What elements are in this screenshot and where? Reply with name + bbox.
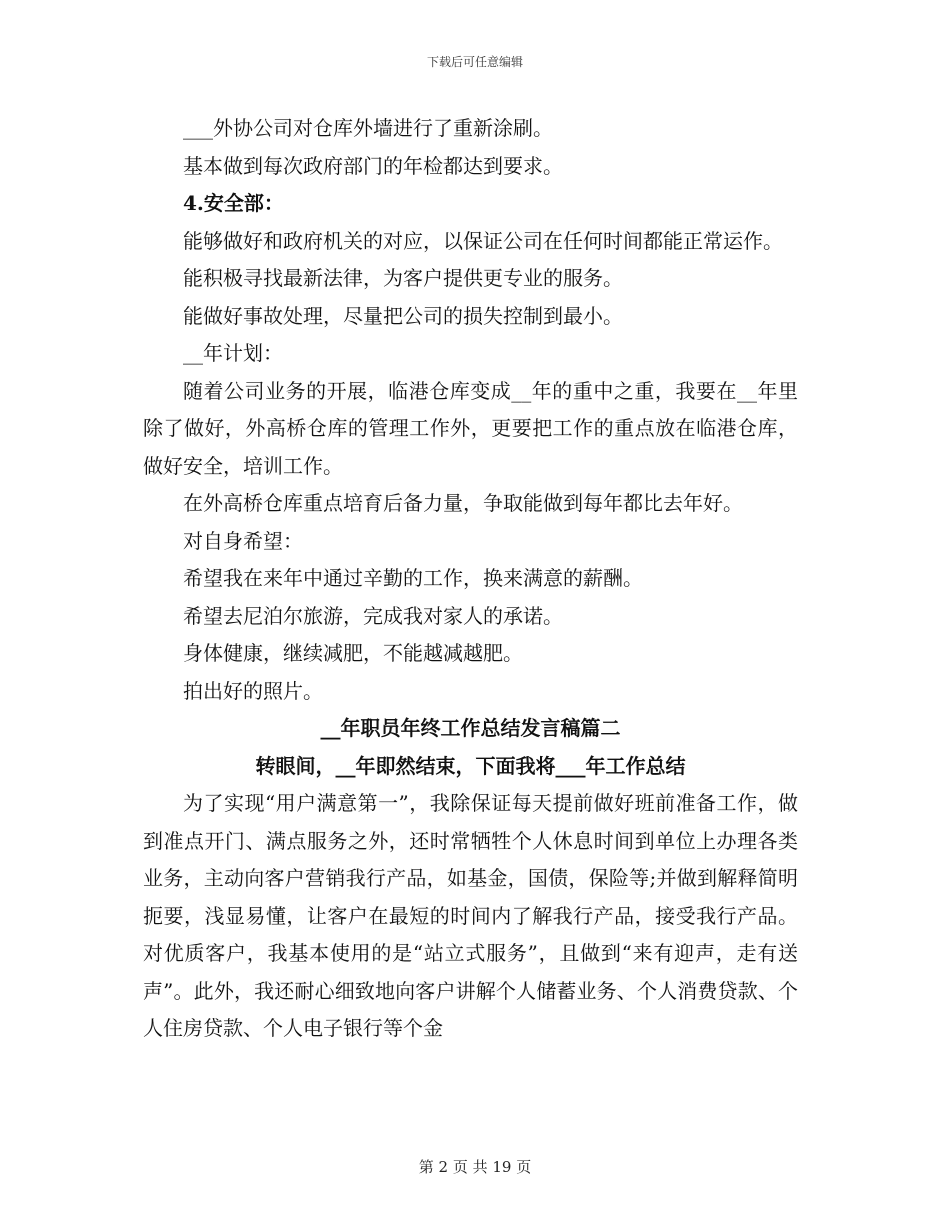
paragraph: 拍出好的照片。 xyxy=(183,678,323,703)
section-heading: 4.安全部： xyxy=(183,191,284,215)
paragraph: 能积极寻找最新法律，为客户提供更专业的服务。 xyxy=(183,266,623,290)
page-footer: 第 2 页 共 19 页 xyxy=(418,1158,532,1176)
page-header: 下载后可任意编辑 xyxy=(426,55,523,69)
paragraph: ___外协公司对仓库外墙进行了重新涂刷。 xyxy=(183,116,553,140)
document-body xyxy=(143,110,798,1048)
paragraph: 希望我在来年中通过辛勤的工作，换来满意的薪酬。 xyxy=(183,566,643,590)
paragraph: 在外高桥仓库重点培育后备力量，争取能做到每年都比去年好。 xyxy=(183,491,743,515)
paragraph: __年计划： xyxy=(183,341,283,365)
paragraph: 为了实现“用户满意第一”，我除保证每天提前做好班前准备工作，做到准点开门、满点服务之外，还时常牺牲个人休息时间到单位上办理各类业务，主动向客户营销我行产品，如基金，国债，保险等;并做到解释简明扼要，浅显易懂，让客户在最短的时间内了解我行产品，接受我行产品。对优质客户，我基本使用的是“站立式服务”，且做到“来有迎声，走有送声”。此外，我还耐心细致地向客户讲解个人储蓄业务、个人消费贷款、个人住房贷款、个人电子银行等个金 xyxy=(143,791,798,1040)
paragraph: 随着公司业务的开展，临港仓库变成__年的重中之重，我要在__年里除了做好，外高桥仓库的管理工作外，更要把工作的重点放在临港仓库，做好安全，培训工作。 xyxy=(143,378,798,478)
paragraph: 能够做好和政府机关的对应，以保证公司在任何时间都能正常运作。 xyxy=(183,228,783,253)
paragraph: 对自身希望： xyxy=(183,528,303,553)
paragraph: 身体健康，继续减肥，不能越减越肥。 xyxy=(183,641,523,665)
article-title: __年职员年终工作总结发言稿篇二 xyxy=(320,716,621,740)
paragraph: 能做好事故处理，尽量把公司的损失控制到最小。 xyxy=(183,303,623,328)
paragraph: 基本做到每次政府部门的年检都达到要求。 xyxy=(183,153,563,178)
paragraph: 希望去尼泊尔旅游，完成我对家人的承诺。 xyxy=(183,603,563,628)
article-subtitle: 转眼间，__年即然结束，下面我将___年工作总结 xyxy=(255,753,686,778)
